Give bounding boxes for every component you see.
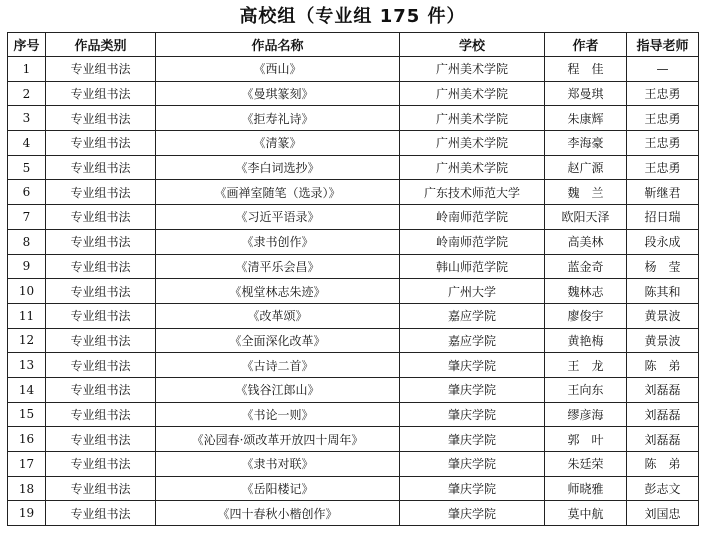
cell-number: 19 [8,501,46,526]
cell-work-title: 《习近平语录》 [156,205,400,230]
cell-author: 缪彦海 [545,402,627,427]
cell-work-title: 《沁园春·颂改革开放四十周年》 [156,427,400,452]
cell-number: 15 [8,402,46,427]
cell-category: 专业组书法 [46,353,156,378]
cell-author: 王 龙 [545,353,627,378]
cell-work-title: 《隶书对联》 [156,452,400,477]
table-row [8,131,699,156]
cell-category: 专业组书法 [46,131,156,156]
cell-category: 专业组书法 [46,377,156,402]
table-row [8,81,699,106]
cell-author: 黄艳梅 [545,328,627,353]
cell-number: 13 [8,353,46,378]
cell-category: 专业组书法 [46,106,156,131]
cell-work-title: 《李白词选抄》 [156,155,400,180]
cell-school: 嘉应学院 [400,328,545,353]
cell-number: 10 [8,279,46,304]
cell-category: 专业组书法 [46,303,156,328]
cell-school: 肇庆学院 [400,501,545,526]
column-header-author: 作者 [545,33,627,57]
cell-category: 专业组书法 [46,328,156,353]
table-row [8,303,699,328]
cell-work-title: 《钱谷江郎山》 [156,377,400,402]
cell-teacher: 黄景波 [627,303,699,328]
cell-author: 高美林 [545,229,627,254]
cell-category: 专业组书法 [46,476,156,501]
cell-number: 18 [8,476,46,501]
cell-teacher: — [627,57,699,82]
cell-author: 郭 叶 [545,427,627,452]
column-header-work: 作品名称 [156,33,400,57]
cell-number: 3 [8,106,46,131]
cell-teacher: 王忠勇 [627,81,699,106]
cell-category: 专业组书法 [46,452,156,477]
cell-school: 广州美术学院 [400,155,545,180]
cell-number: 1 [8,57,46,82]
cell-teacher: 刘磊磊 [627,427,699,452]
cell-school: 岭南师范学院 [400,205,545,230]
cell-number: 6 [8,180,46,205]
cell-author: 魏林志 [545,279,627,304]
cell-school: 肇庆学院 [400,476,545,501]
cell-work-title: 《四十春秋小楷创作》 [156,501,400,526]
cell-teacher: 段永成 [627,229,699,254]
cell-category: 专业组书法 [46,254,156,279]
cell-category: 专业组书法 [46,155,156,180]
cell-category: 专业组书法 [46,57,156,82]
cell-work-title: 《画禅室随笔（选录）》 [156,180,400,205]
table-row [8,328,699,353]
cell-teacher: 王忠勇 [627,131,699,156]
cell-number: 17 [8,452,46,477]
cell-work-title: 《岳阳楼记》 [156,476,400,501]
cell-work-title: 《隶书创作》 [156,229,400,254]
cell-school: 广州美术学院 [400,131,545,156]
cell-number: 5 [8,155,46,180]
table-row [8,501,699,526]
cell-author: 朱廷荣 [545,452,627,477]
cell-teacher: 刘磊磊 [627,402,699,427]
cell-work-title: 《曼琪篆刻》 [156,81,400,106]
column-header-school: 学校 [400,33,545,57]
page-title: 高校组（专业组 175 件） [239,6,466,27]
table-row [8,106,699,131]
cell-number: 16 [8,427,46,452]
column-header-number: 序号 [8,33,46,57]
table-header [8,33,699,57]
cell-author: 郑曼琪 [545,81,627,106]
cell-teacher: 刘磊磊 [627,377,699,402]
cell-work-title: 《改革颂》 [156,303,400,328]
table-row [8,205,699,230]
awards-table [7,32,699,526]
cell-category: 专业组书法 [46,205,156,230]
cell-teacher: 招日瑞 [627,205,699,230]
cell-number: 2 [8,81,46,106]
cell-school: 韩山师范学院 [400,254,545,279]
cell-work-title: 《全面深化改革》 [156,328,400,353]
table-row [8,353,699,378]
table-row [8,254,699,279]
cell-category: 专业组书法 [46,81,156,106]
cell-school: 广州大学 [400,279,545,304]
cell-number: 12 [8,328,46,353]
table-row [8,377,699,402]
cell-author: 赵广源 [545,155,627,180]
cell-work-title: 《清篆》 [156,131,400,156]
cell-work-title: 《书论一则》 [156,402,400,427]
cell-school: 肇庆学院 [400,377,545,402]
cell-school: 岭南师范学院 [400,229,545,254]
table-row [8,155,699,180]
cell-author: 师晓雅 [545,476,627,501]
cell-author: 程 佳 [545,57,627,82]
cell-teacher: 王忠勇 [627,106,699,131]
cell-category: 专业组书法 [46,180,156,205]
header-row [8,33,699,57]
column-header-category: 作品类别 [46,33,156,57]
cell-school: 肇庆学院 [400,427,545,452]
cell-number: 7 [8,205,46,230]
cell-author: 王向东 [545,377,627,402]
cell-school: 肇庆学院 [400,353,545,378]
cell-work-title: 《西山》 [156,57,400,82]
cell-author: 蓝金奇 [545,254,627,279]
table-row [8,180,699,205]
cell-teacher: 陈 弟 [627,452,699,477]
table-row [8,427,699,452]
column-header-teacher: 指导老师 [627,33,699,57]
cell-category: 专业组书法 [46,229,156,254]
cell-number: 9 [8,254,46,279]
cell-category: 专业组书法 [46,402,156,427]
cell-teacher: 杨 莹 [627,254,699,279]
cell-work-title: 《古诗二首》 [156,353,400,378]
table-row [8,402,699,427]
cell-author: 廖俊宇 [545,303,627,328]
cell-category: 专业组书法 [46,427,156,452]
cell-author: 魏 兰 [545,180,627,205]
table-body [8,57,699,526]
cell-category: 专业组书法 [46,501,156,526]
cell-category: 专业组书法 [46,279,156,304]
cell-author: 朱康辉 [545,106,627,131]
cell-school: 广州美术学院 [400,57,545,82]
cell-teacher: 刘国忠 [627,501,699,526]
cell-author: 莫中航 [545,501,627,526]
cell-school: 肇庆学院 [400,452,545,477]
cell-teacher: 王忠勇 [627,155,699,180]
table-row [8,279,699,304]
cell-school: 广州美术学院 [400,81,545,106]
cell-work-title: 《枧堂林志朱迹》 [156,279,400,304]
cell-author: 李海豪 [545,131,627,156]
table-row [8,229,699,254]
table-row [8,452,699,477]
cell-number: 14 [8,377,46,402]
cell-number: 4 [8,131,46,156]
cell-teacher: 彭志文 [627,476,699,501]
cell-number: 11 [8,303,46,328]
cell-school: 广东技术师范大学 [400,180,545,205]
table-row [8,476,699,501]
cell-school: 肇庆学院 [400,402,545,427]
cell-teacher: 陈其和 [627,279,699,304]
cell-work-title: 《拒寿礼诗》 [156,106,400,131]
cell-work-title: 《清平乐会昌》 [156,254,400,279]
cell-number: 8 [8,229,46,254]
cell-school: 嘉应学院 [400,303,545,328]
cell-author: 欧阳天泽 [545,205,627,230]
table-row [8,57,699,82]
cell-teacher: 靳继君 [627,180,699,205]
cell-teacher: 陈 弟 [627,353,699,378]
cell-teacher: 黄景波 [627,328,699,353]
cell-school: 广州美术学院 [400,106,545,131]
